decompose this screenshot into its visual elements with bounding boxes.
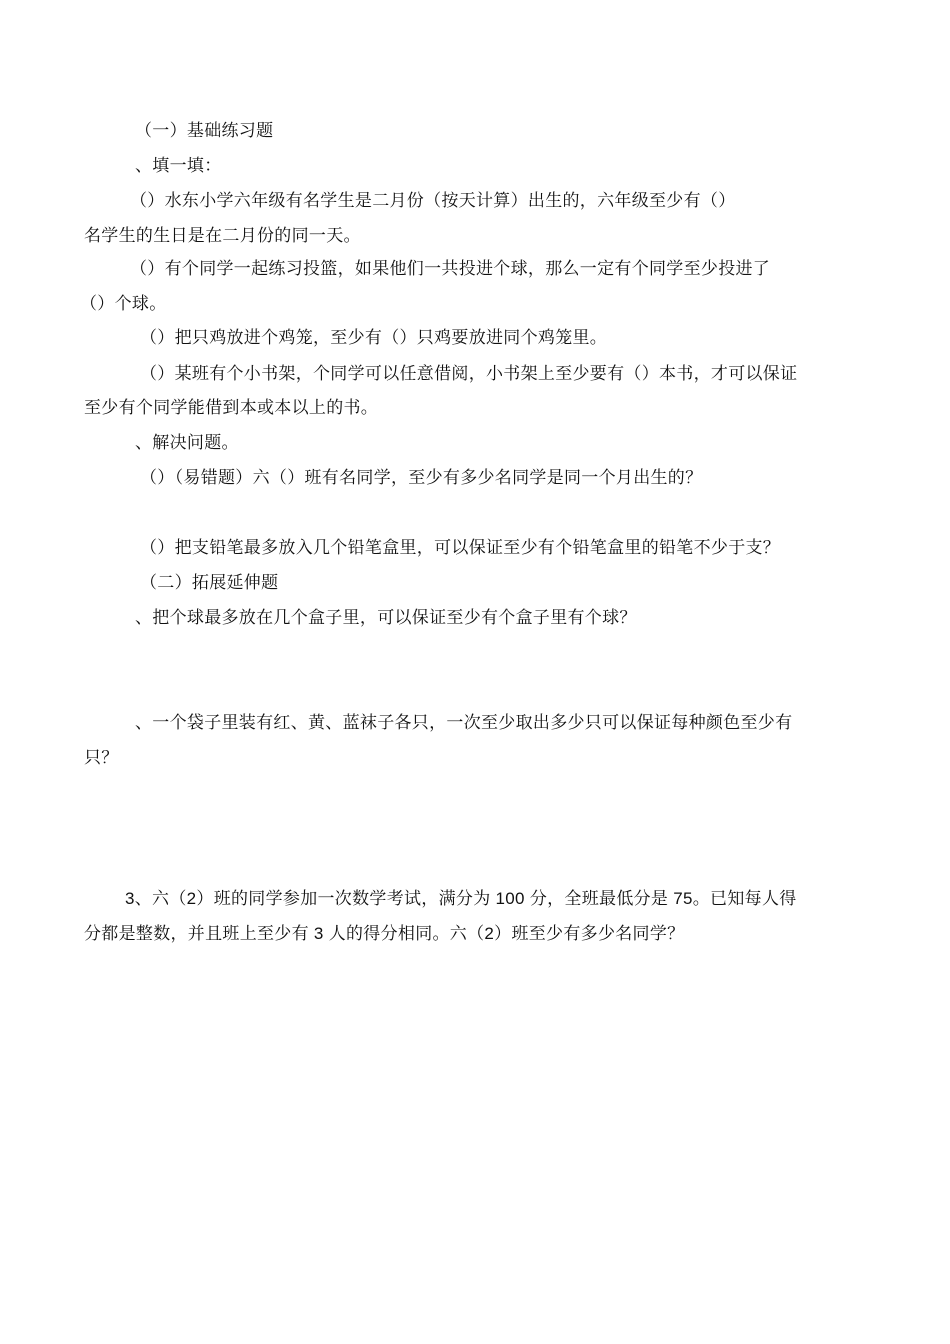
extension-q3-line2: 分都是整数，并且班上至少有 3 人的得分相同。六（2）班至少有多少名同学？	[84, 924, 685, 943]
extension-q3-line1: 3、六（2）班的同学参加一次数学考试，满分为 100 分，全班最低分是 75。已知每人得	[125, 889, 797, 908]
q2-1-line1: （）（易错题）六（）班有名同学，至少有多少名同学是同一个月出生的？	[140, 468, 703, 488]
q1-2-line2: （）个球。	[80, 294, 167, 314]
q1-2-line1: （）有个同学一起练习投篮，如果他们一共投进个球，那么一定有个同学至少投进了	[130, 259, 771, 279]
q1-1-line1: （）水东小学六年级有名学生是二月份（按天计算）出生的，六年级至少有（）	[130, 191, 736, 211]
q2-2-line1: （）把支铅笔最多放入几个铅笔盒里，可以保证至少有个铅笔盒里的铅笔不少于支？	[140, 538, 781, 558]
q1-1-line2: 名学生的生日是在二月份的同一天。	[84, 226, 361, 246]
extension-q1-line1: 、把个球最多放在几个盒子里，可以保证至少有个盒子里有个球？	[135, 608, 637, 628]
extension-q2-line2: 只？	[84, 748, 119, 768]
extension-q2-line1: 、一个袋子里装有红、黄、蓝袜子各只，一次至少取出多少只可以保证每种颜色至少有	[135, 713, 793, 733]
section2-heading: （二）拓展延伸题	[140, 573, 279, 593]
q1-4-line2: 至少有个同学能借到本或本以上的书。	[84, 398, 379, 418]
q1-heading: 、填一填：	[135, 156, 222, 176]
q1-4-line1: （）某班有个小书架，个同学可以任意借阅，小书架上至少要有（）本书，才可以保证	[140, 364, 798, 384]
q2-heading: 、解决问题。	[135, 433, 239, 453]
section1-heading: （一）基础练习题	[135, 121, 274, 141]
q1-3-line1: （）把只鸡放进个鸡笼，至少有（）只鸡要放进同个鸡笼里。	[140, 328, 608, 348]
